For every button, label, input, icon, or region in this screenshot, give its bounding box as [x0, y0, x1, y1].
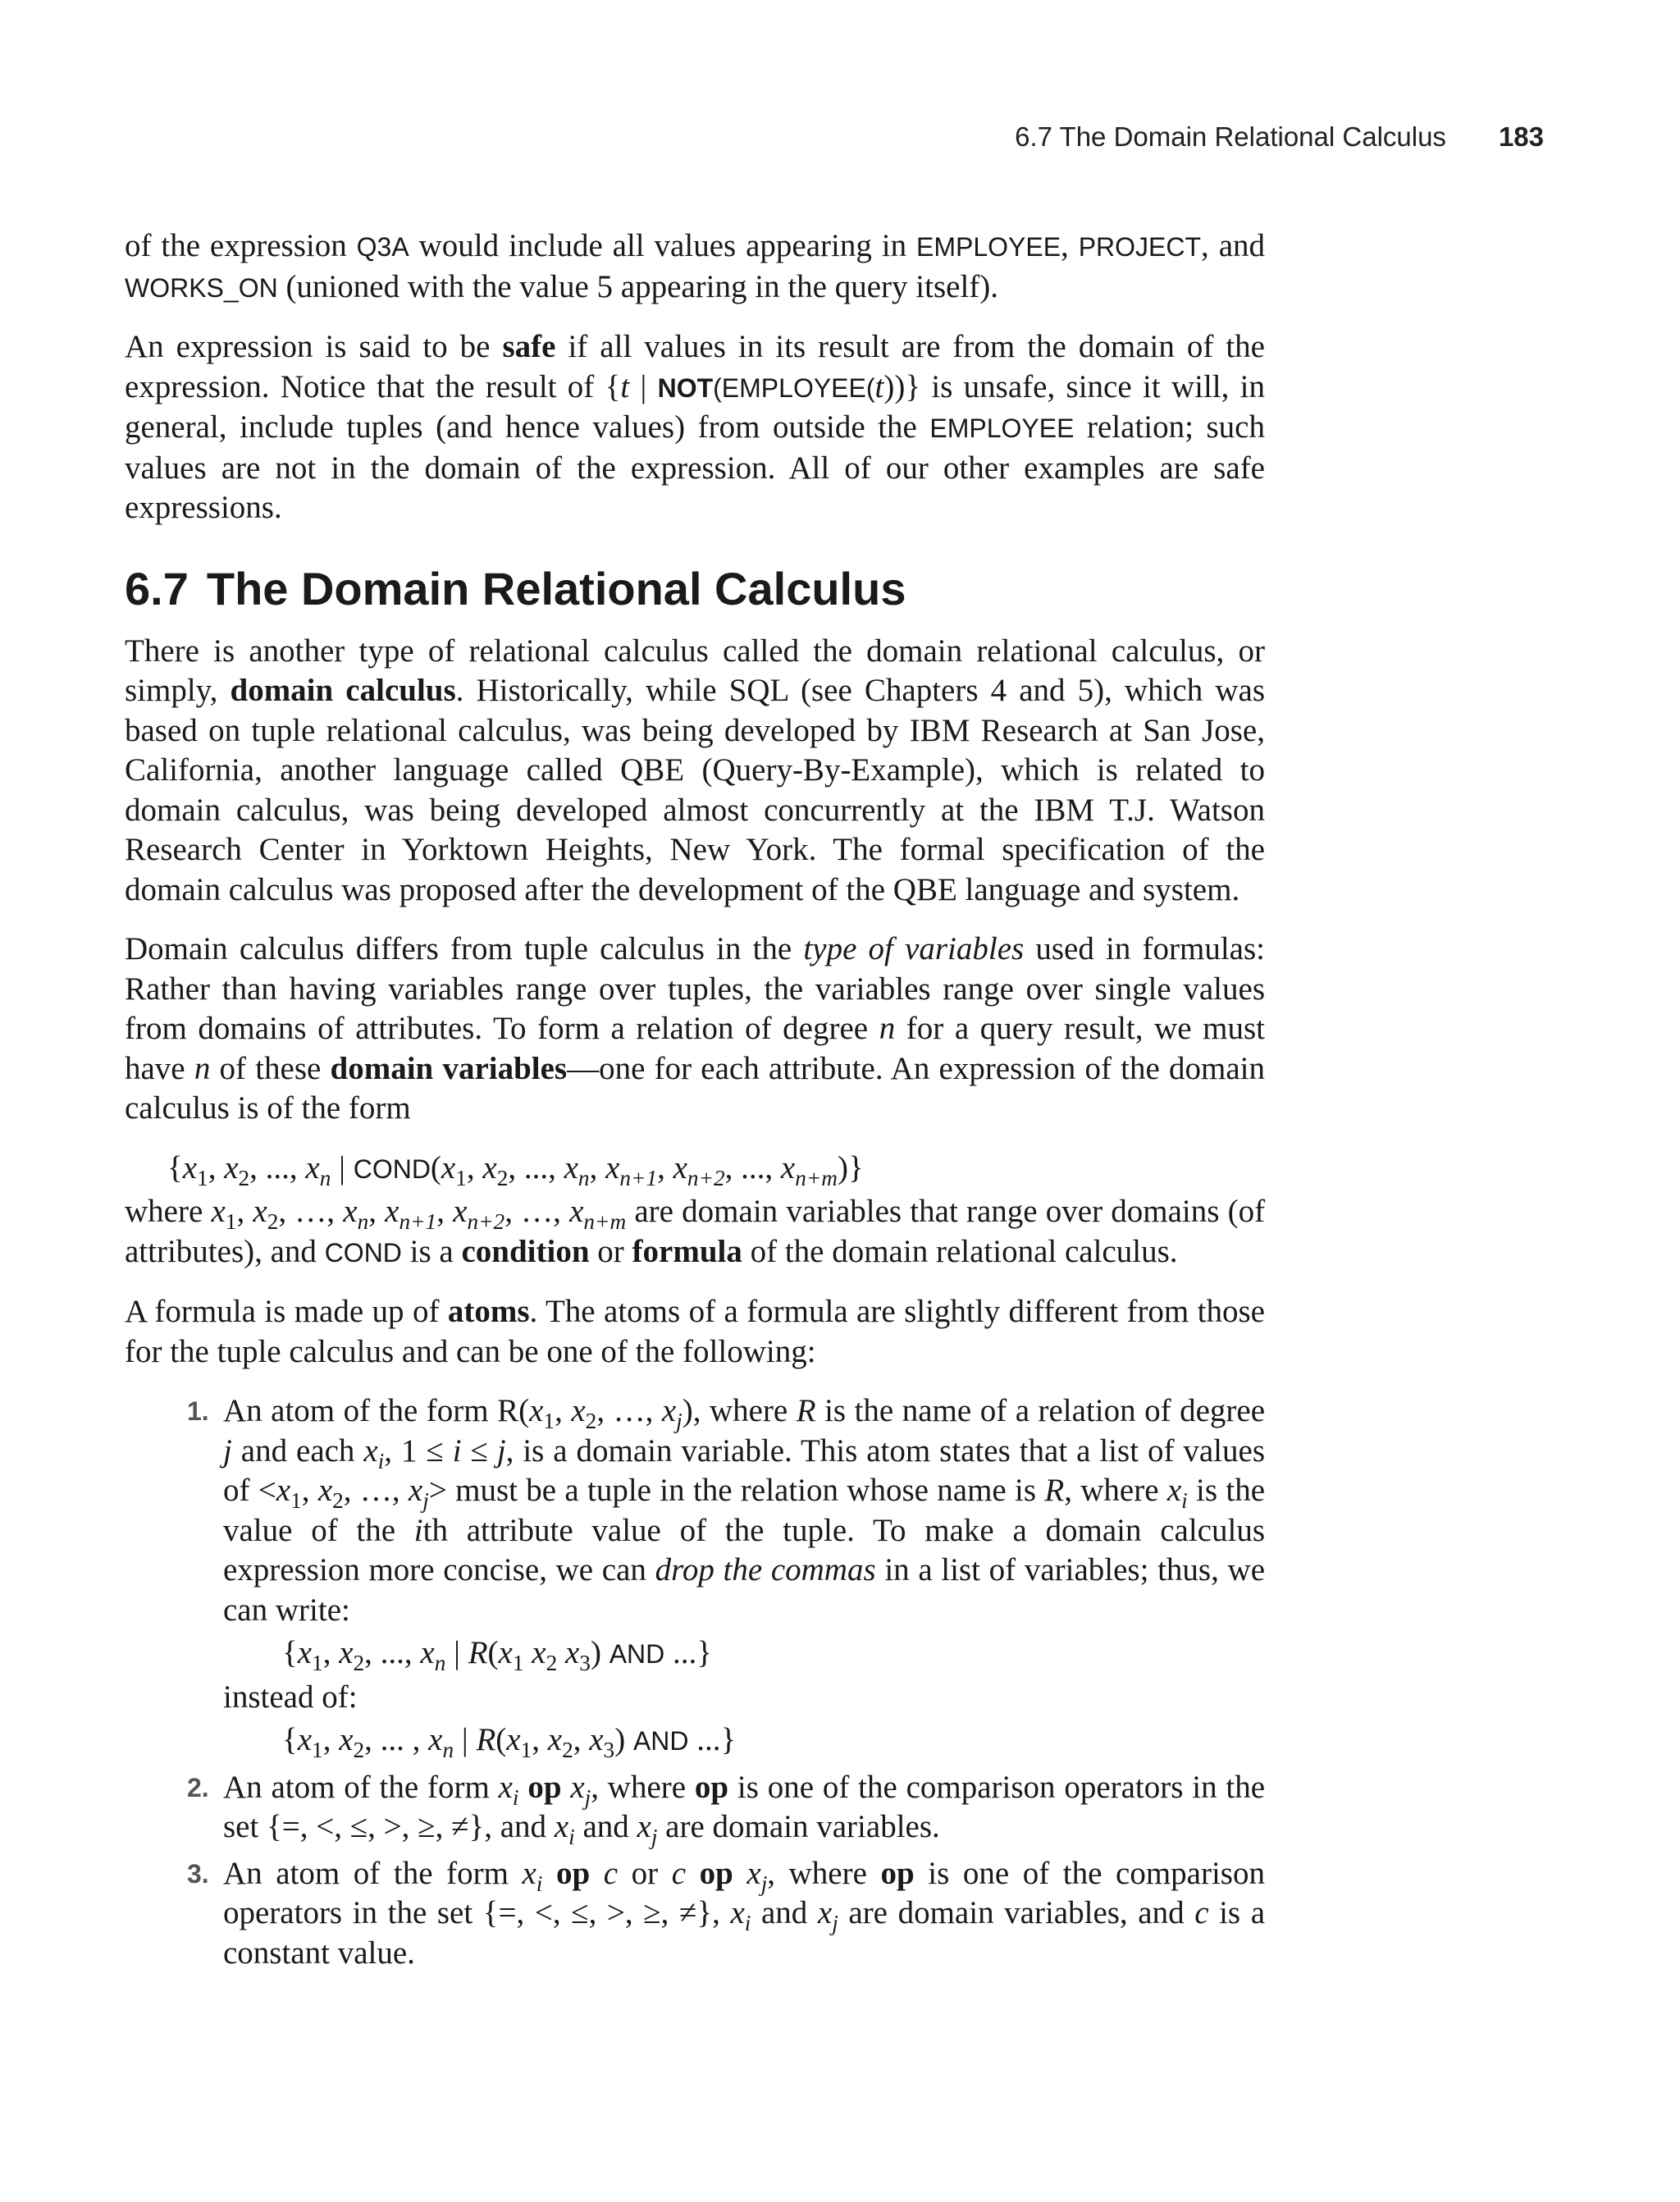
list-number: 1. — [187, 1396, 209, 1426]
paragraph-where: where $x_1$, $x_2$, …, $x_n$, $x_{n+1}$, $x_{n+2}$, …, $x_{n+m}$ are domain variables that range over domains (of attributes), and COND is a condition or formula of the domain relational calculus. — [125, 1194, 1266, 1269]
list-item: 3. An atom of the form $x_i$ op c or c op $x_j$, where op is one of the comparison operators in the set {=, <, ≤, >, ≥, ≠}, $x_i$ and $x_j$ are domain variables, and c is a constant value. — [187, 1855, 1266, 1971]
operator-not: NOT — [657, 372, 714, 403]
instead-of-label: instead of: — [223, 1679, 358, 1715]
term-condition: condition — [461, 1233, 590, 1269]
running-head — [1015, 121, 1544, 153]
list-number: 3. — [187, 1858, 209, 1889]
list-number: 2. — [187, 1772, 209, 1802]
section-heading — [125, 563, 1265, 615]
paragraph-safe-intro: of the expression Q3A would include all values appearing in EMPLOYEE, PROJECT, and WORKS_ON (unioned with the value 5 appearing in the query itself). — [125, 228, 1266, 304]
list-item: 2. An atom of the form $x_i$ op $x_j$, where op is one of the comparison operators in the set {=, <, ≤, >, ≥, ≠}, and $x_i$ and $x_j$ are domain variables. — [187, 1769, 1266, 1849]
paragraph-safe-definition: An expression is said to be safe if all values in its result are from the domain of the expression. Notice that the result of {t | NOT(EMPLOYEE(t))} is unsafe, since it will, in general, include tuples (and hence values) from outside the EMPLOYEE relation; such values are not in the domain of the expression. All of our other examples are safe expressions. — [125, 329, 1266, 525]
paragraph-history: There is another type of relational calculus called the domain relational calculus, or simply, domain calculus. Historically, while SQL (see Chapters 4 and 5), which was based on tuple relational calculus, was being developed by IBM Research at San Jose, California, another language called QBE (Query-By-Example), which is related to domain calculus, was being developed almost concurrently at the IBM T.J. Watson Research Center in Yorktown Heights, New York. The formal specification of the domain calculus was proposed after the development of the QBE language and system. — [125, 633, 1265, 907]
list-item: 1. An atom of the form $R(x_1$, $x_2$, …, $x_j$), where R is the name of a relation of degree j and each $x_i$, 1 ≤ i ≤ j, is a domain variable. This atom states that a list of values of $<x_1$, $x_2$, …, $x_j>$ must be a tuple in the relation whose name is R, where $x_i$ is the value of the ith attribute value of the tuple. To make a domain calculus expression more concise, we can drop the commas in a list of variables; thus, we can write: {$x_1$, $x_2$, ..., $x_n$ | $R(x_1$ $x_2$ $x_3$) AND ...} instead of: {$x_1$, $x_2$, ... , $x_n$ | $R(x_1$, $x_2$, $x_3$) AND ...} — [187, 1393, 1266, 1762]
section-number: 6.7 — [125, 562, 189, 614]
paragraph-domain-variables: Domain calculus differs from tuple calculus in the type of variables used in formulas: Rather than having variables range over tuples, the variables range over single values from domains of attributes. To form a relation of degree n for a query result, we must have n of these domain variables—one for each attribute. An expression of the domain calculus is of the form — [125, 931, 1266, 1126]
relation-name: EMPLOYEE — [929, 413, 1075, 443]
relation-name: EMPLOYEE — [915, 232, 1061, 262]
term-domain-calculus: domain calculus — [230, 673, 456, 708]
term-safe: safe — [502, 329, 556, 364]
page-body — [125, 226, 1265, 1980]
paragraph-atoms-intro: A formula is made up of atoms. The atoms of a formula are slightly different from those for the tuple calculus and can be one of the following: — [125, 1294, 1265, 1369]
query-name: Q3A — [356, 232, 409, 262]
relation-name: PROJECT — [1078, 232, 1202, 262]
running-title: 6.7 The Domain Relational Calculus — [1015, 121, 1446, 152]
term-domain-variables: domain variables — [330, 1050, 568, 1086]
formula-no-commas: {$x_1$, $x_2$, ..., $x_n$ | $R(x_1$ $x_2$ $x_3$) AND ...} — [282, 1635, 712, 1675]
page-number: 183 — [1498, 121, 1544, 152]
section-title: The Domain Relational Calculus — [206, 562, 906, 614]
general-form-formula: {$x_1$, $x_2$, ..., $x_n$ | $COND(x_1$, $x_2$, ..., $x_n$, $x_{n+1}$, $x_{n+2}$, ..., $x_{n+m}$)} — [167, 1149, 864, 1190]
relation-name: WORKS_ON — [125, 272, 278, 303]
term-atoms: atoms — [447, 1294, 530, 1329]
term-formula: formula — [632, 1233, 742, 1269]
atom-list — [125, 1391, 1265, 1973]
formula-with-commas: {$x_1$, $x_2$, ... , $x_n$ | $R(x_1$, $x_2$, $x_3$) AND ...} — [282, 1722, 737, 1762]
